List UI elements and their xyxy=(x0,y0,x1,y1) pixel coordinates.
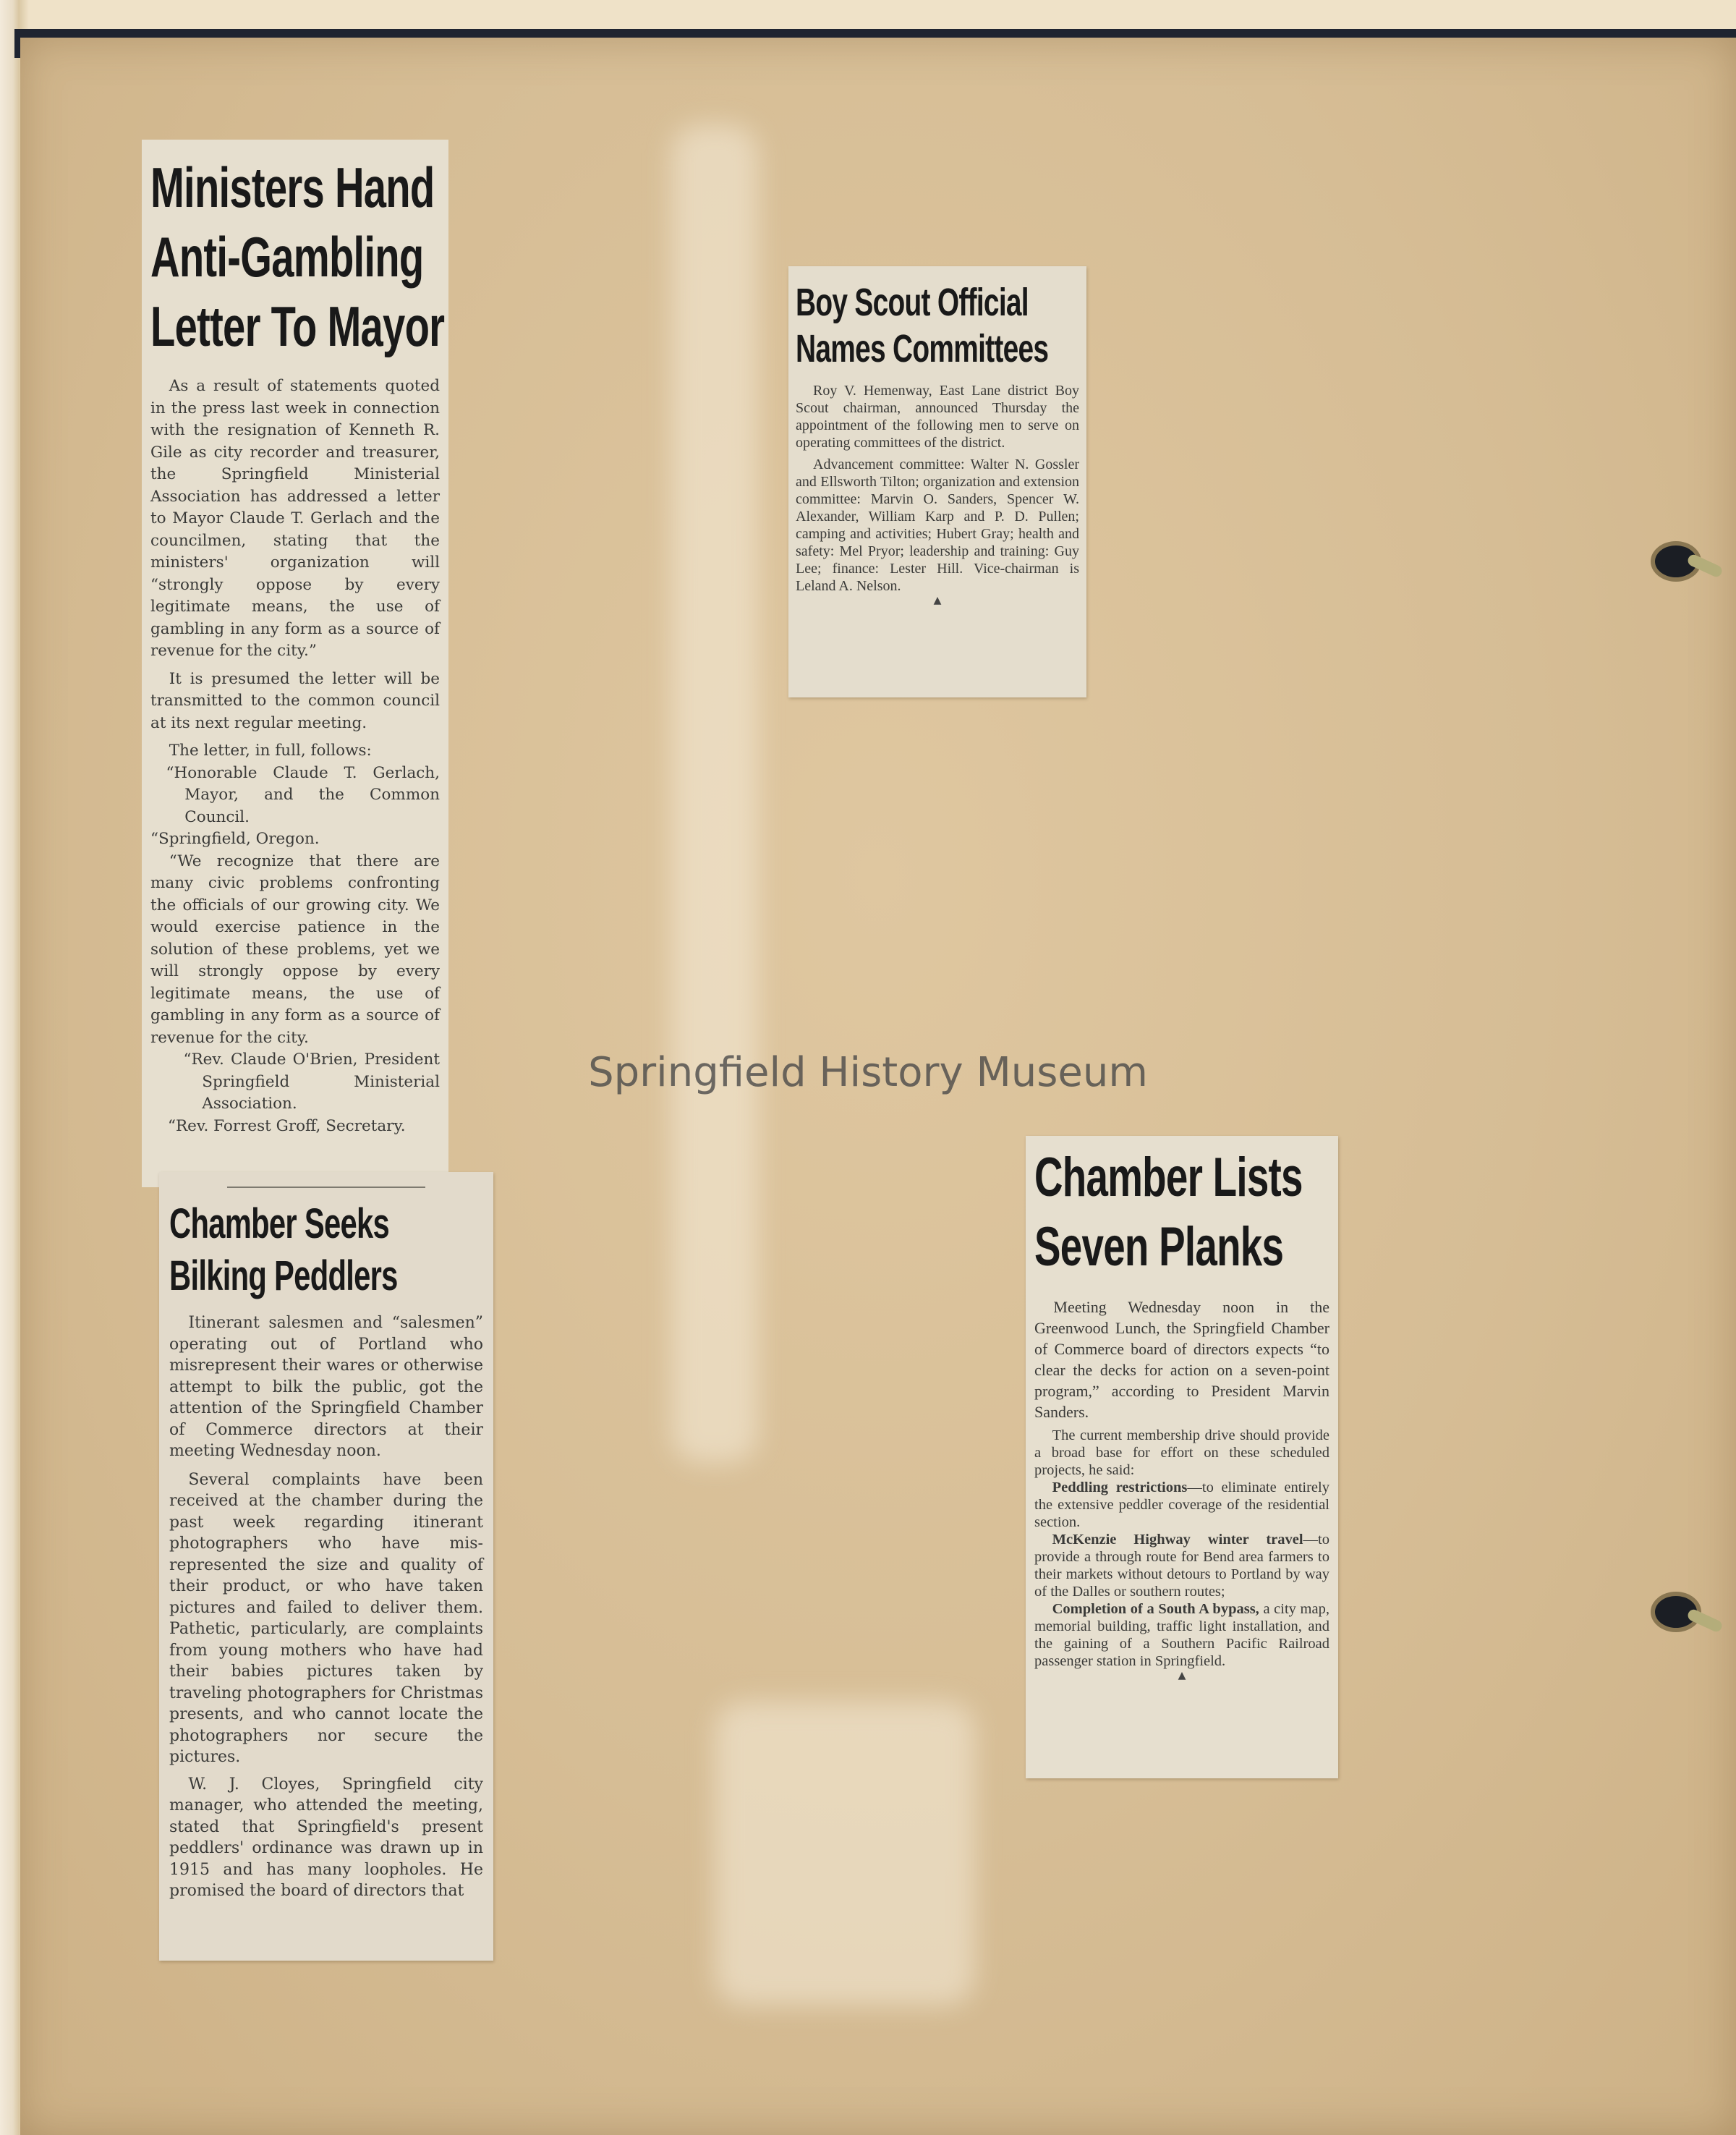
letter-signature: “Rev. Claude O'Brien, President Springfield Ministerial Association. xyxy=(183,1050,440,1113)
plank-text: —to provide a through route for Bend area farmers to their markets without detours to Portland by way of the Dalles or southern routes; xyxy=(1034,1532,1329,1600)
end-mark-icon: ▲ xyxy=(933,595,942,606)
water-stain xyxy=(715,1702,975,2005)
plank-item xyxy=(1034,1600,1329,1670)
article-paragraph: It is presumed the letter will be transmitted to the common council at its next regular meeting. xyxy=(150,669,440,732)
article-paragraph: Several complaints have been received at the chamber during the past week regarding itinerant photographers who have mis-represented the size and quality of their product, or who have taken pictures and failed to deliver them. Pathetic, particularly, are complaints from young mothers who have had their babies pictures taken by traveling photographers for Christmas presents, and who cannot locate the photographers nor secure the pictures. xyxy=(169,1470,483,1766)
letter-body: “We recognize that there are many civic problems confronting the officials of our growing city. We would exercise patience in the solution of these problems, yet we will strongly oppose by every legitimate means, the use of gambling in any form as a source of revenue for the city. xyxy=(150,852,440,1047)
clipping-boy-scout-committees xyxy=(788,266,1086,697)
headline-line: Chamber Lists xyxy=(1034,1147,1303,1208)
watermark-text: Springfield History Museum xyxy=(588,1049,1148,1096)
headline-line: Bilking Peddlers xyxy=(169,1252,398,1299)
headline-line: Names Committees xyxy=(796,327,1049,370)
plank-lead: Completion of a South A bypass, xyxy=(1052,1601,1259,1617)
clipping-chamber-seeks-peddlers xyxy=(159,1172,493,1961)
clipping-chamber-seven-planks xyxy=(1026,1136,1338,1778)
end-mark-icon: ▲ xyxy=(1178,1670,1186,1681)
article-paragraph: W. J. Cloyes, Springfield city manager, who attended the meeting, stated that Springfield's present peddlers' ordinance was drawn up in 1915 and has many loopholes. He promised the board of directors that xyxy=(169,1775,483,1900)
article-paragraph: The letter, in full, follows: xyxy=(169,742,372,760)
article-paragraph: The current membership drive should provide a broad base for effort on these scheduled projects, he said: xyxy=(1034,1427,1329,1478)
plank-item xyxy=(1034,1479,1329,1531)
headline-line: Anti-Gambling xyxy=(150,225,424,289)
plank-lead: Peddling restrictions xyxy=(1052,1480,1188,1495)
letter-salutation: “Honorable Claude T. Gerlach, Mayor, and the Common Council. xyxy=(166,763,440,826)
headline-line: Seven Planks xyxy=(1034,1216,1284,1278)
letter-location: “Springfield, Oregon. xyxy=(150,830,320,848)
headline-line: Boy Scout Official xyxy=(796,281,1029,324)
letter-signature: “Rev. Forrest Groff, Secretary. xyxy=(168,1116,406,1135)
article-paragraph: Meeting Wednesday noon in the Greenwood Lunch, the Springfield Chamber of Commerce board of directors expects “to clear the decks for action on a seven-point program,” according to President Marvin Sanders. xyxy=(1034,1298,1329,1421)
headline-line: Chamber Seeks xyxy=(169,1200,390,1247)
plank-lead: McKenzie Highway winter travel xyxy=(1052,1532,1303,1548)
headline-line: Ministers Hand xyxy=(150,156,435,219)
water-stain xyxy=(671,124,758,1463)
article-paragraph: Itinerant salesmen and “salesmen” operating out of Portland who misrepresent their wares or otherwise attempt to bilk the public, got the attention of the Springfield Chamber of Commerce directors at their meeting Wednesday noon. xyxy=(169,1314,483,1460)
clipping-body xyxy=(142,140,448,1187)
article-paragraph: Roy V. Hemenway, East Lane district Boy Scout chairman, announced Thursday the appointment of the following men to serve on operating committees of the district. xyxy=(796,383,1079,451)
divider-rule xyxy=(227,1187,425,1188)
plank-text: —to eliminate entirely the extensive peddler coverage of the residential section. xyxy=(1034,1480,1329,1530)
article-paragraph: Advancement committee: Walter N. Gossler and Ellsworth Tilton; organization and extension committee: Marvin O. Sanders, Spencer W. Alexander, William Karp and P. D. Pullen; camping and activities; Hubert Gray; health and safety: Mel Pryor; leadership and training: Guy Lee; finance: Lester Hill. Vice-chairman is Leland A. Nelson. xyxy=(796,457,1079,594)
plank-item xyxy=(1034,1531,1329,1600)
article-paragraph: As a result of statements quoted in the press last week in connection with the resignation of Kenneth R. Gile as city recorder and treasurer, the Springfield Ministerial Association has addressed a letter to Mayor Claude T. Gerlach and the councilmen, stating that the ministers' organization will “strongly oppose by every legitimate means, the use of gambling in any form as a source of revenue for the city.” xyxy=(150,377,440,660)
plank-text: a city map, memorial building, traffic light installation, and the gaining of a Southern Pacific Railroad passenger station in Springfield. xyxy=(1034,1601,1329,1669)
headline-line: Letter To Mayor xyxy=(150,294,445,358)
